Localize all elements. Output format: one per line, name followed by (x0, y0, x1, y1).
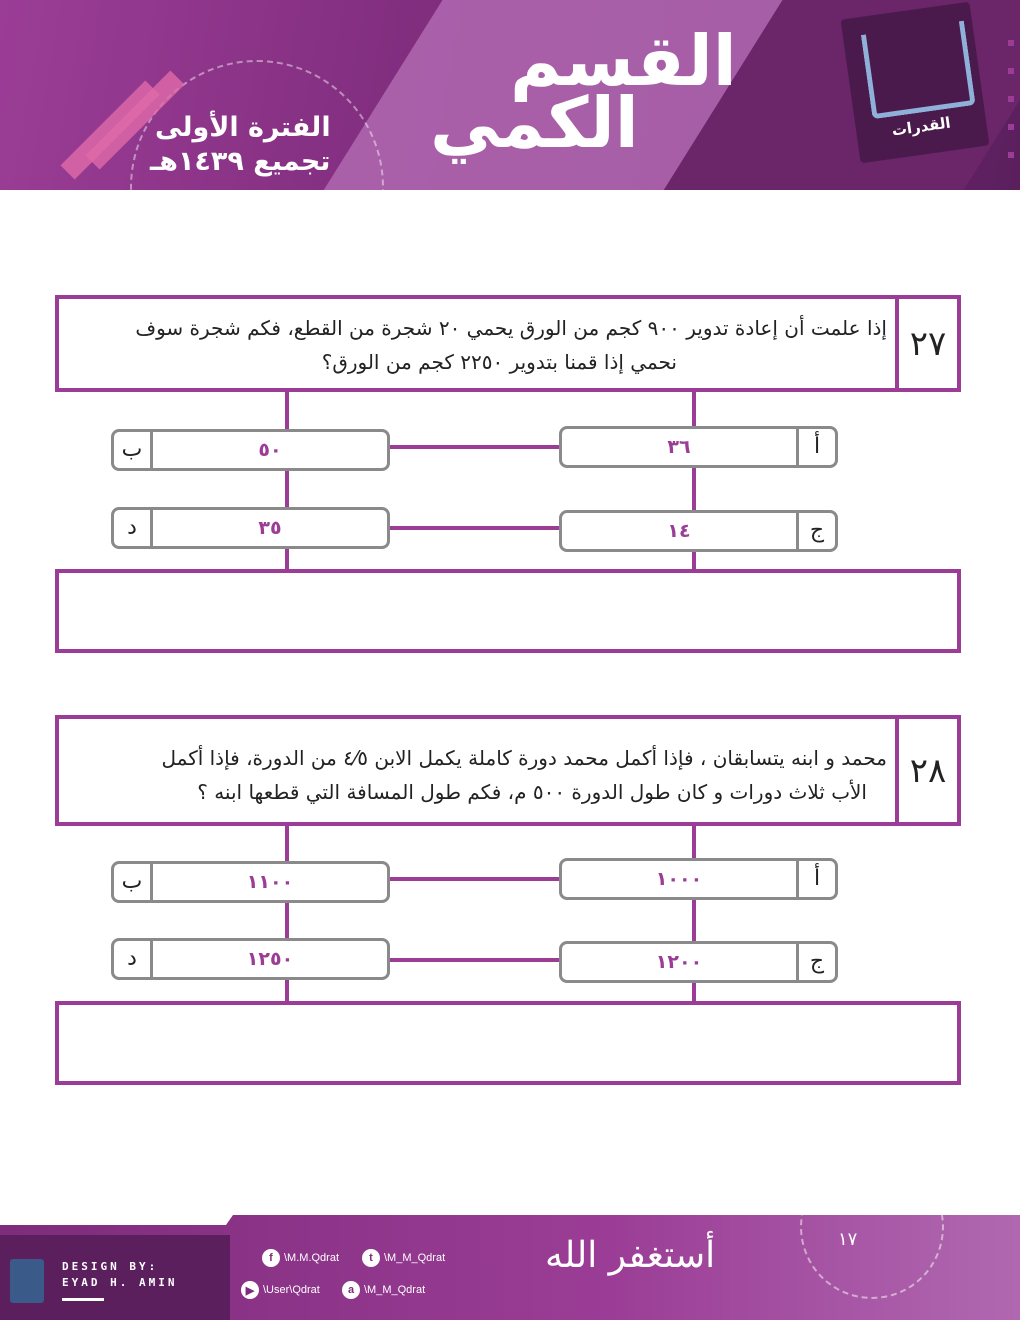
design-by-label: DESIGN BY: (62, 1260, 159, 1273)
page-number: ١٧ (838, 1229, 858, 1250)
designer-signature-icon (10, 1259, 44, 1303)
option-value: ٥٠ (258, 439, 282, 461)
option-value: ١٠٠٠ (655, 868, 703, 890)
option-a[interactable] (559, 426, 838, 468)
book-icon (861, 21, 976, 120)
option-a[interactable] (559, 858, 838, 900)
connector-line (388, 445, 560, 449)
connector-line (388, 526, 560, 530)
question-box (55, 715, 961, 826)
question-text-line: إذا علمت أن إعادة تدوير ٩٠٠ كجم من الورق يحمي ٢٠ شجرة من القطع، فكم شجرة سوف (135, 316, 887, 340)
option-d[interactable] (111, 507, 390, 549)
connector-line (388, 877, 560, 881)
option-letter: أ (796, 861, 835, 897)
option-c[interactable] (559, 941, 838, 983)
designer-name: EYAD H. AMIN (62, 1276, 178, 1289)
option-letter: ب (114, 432, 153, 468)
section-title-line1: القسم (510, 20, 737, 102)
question-text-line: محمد و ابنه يتسابقان ، فإذا أكمل محمد دورة كاملة يكمل الابن ٤⁄٥ من الدورة، فإذا أكمل (161, 746, 887, 770)
option-b[interactable] (111, 429, 390, 471)
calligraphy-text: أستغفر الله (545, 1235, 716, 1276)
twitter-handle: \M_M_Qdrat (384, 1252, 446, 1264)
page-footer (0, 1215, 1020, 1320)
connector-line (388, 958, 560, 962)
twitter-link[interactable] (362, 1249, 445, 1267)
footer-cut (0, 1215, 254, 1225)
collection-label: تجميع ١٤٣٩هـ (150, 146, 331, 177)
option-letter: ج (796, 513, 835, 549)
question-text-line: نحمي إذا قمنا بتدوير ٢٢٥٠ كجم من الورق؟ (321, 350, 677, 374)
option-value: ٣٦ (667, 436, 691, 458)
option-value: ١٤ (667, 520, 691, 542)
facebook-link[interactable] (262, 1249, 339, 1267)
option-letter: ج (796, 944, 835, 980)
option-d[interactable] (111, 938, 390, 980)
period-label: الفترة الأولى (155, 112, 331, 143)
qudrat-logo (841, 2, 990, 164)
section-title-line2: الكمي (430, 82, 639, 164)
youtube-handle: \User\Qdrat (263, 1284, 320, 1296)
option-letter: أ (796, 429, 835, 465)
answer-box[interactable] (55, 569, 961, 653)
twitter-icon: t (362, 1249, 380, 1267)
option-value: ٣٥ (258, 517, 282, 539)
option-letter: د (114, 510, 153, 546)
question-number: ٢٨ (895, 719, 957, 822)
youtube-icon: ▶ (241, 1281, 259, 1299)
option-value: ١١٠٠ (246, 871, 294, 893)
option-b[interactable] (111, 861, 390, 903)
logo-text: القدرات (890, 113, 952, 140)
designer-underline (62, 1298, 104, 1301)
ask-icon: a (342, 1281, 360, 1299)
youtube-link[interactable] (241, 1281, 320, 1299)
page-header (0, 0, 1020, 190)
option-letter: ب (114, 864, 153, 900)
facebook-icon: f (262, 1249, 280, 1267)
header-dots (1008, 40, 1016, 158)
question-text (67, 311, 887, 379)
option-value: ١٢٠٠ (655, 951, 703, 973)
option-letter: د (114, 941, 153, 977)
facebook-handle: \M.M.Qdrat (284, 1252, 340, 1264)
option-c[interactable] (559, 510, 838, 552)
question-number: ٢٧ (895, 299, 957, 388)
question-box (55, 295, 961, 392)
answer-box[interactable] (55, 1001, 961, 1085)
question-text (67, 741, 887, 809)
ask-handle: \M_M_Qdrat (364, 1284, 426, 1296)
question-text-line: الأب ثلاث دورات و كان طول الدورة ٥٠٠ م، فكم طول المسافة التي قطعها ابنه ؟ (197, 780, 867, 804)
option-value: ١٢٥٠ (246, 948, 294, 970)
ask-link[interactable] (342, 1281, 425, 1299)
